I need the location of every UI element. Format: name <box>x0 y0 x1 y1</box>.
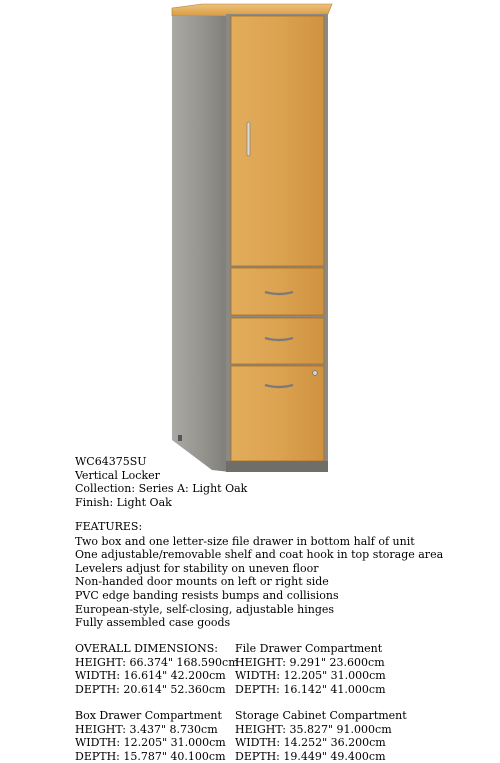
file-drawer-dimensions <box>235 642 386 696</box>
product-image <box>160 0 340 478</box>
product-info <box>75 455 247 509</box>
dimension-depth: DEPTH: 16.142" 41.000cm <box>235 682 386 696</box>
finish: Finish: Light Oak <box>75 495 172 509</box>
dimension-title: Storage Cabinet Compartment <box>235 709 407 722</box>
storage-cabinet-dimensions <box>235 709 407 763</box>
leveler <box>178 435 182 441</box>
dimension-width: WIDTH: 14.252" 36.200cm <box>235 736 386 750</box>
cabinet-side-panel <box>172 16 230 472</box>
model-number: WC64375SU <box>75 455 147 468</box>
dimension-width: WIDTH: 12.205" 31.000cm <box>75 736 226 750</box>
drawer-lock <box>313 371 318 376</box>
cabinet-door <box>231 16 324 266</box>
features-heading: FEATURES: <box>75 520 143 533</box>
dimension-depth: DEPTH: 20.614" 52.360cm <box>75 682 226 696</box>
dimension-title: OVERALL DIMENSIONS: <box>75 642 218 655</box>
dimension-height: HEIGHT: 35.827" 91.000cm <box>235 722 392 736</box>
feature-item: Non-handed door mounts on left or right side <box>75 575 329 589</box>
dimension-height: HEIGHT: 66.374" 168.590cm <box>75 655 239 669</box>
door-handle <box>247 122 250 156</box>
dimension-width: WIDTH: 12.205" 31.000cm <box>235 669 386 683</box>
feature-item: European-style, self-closing, adjustable hinges <box>75 602 335 616</box>
box-drawer-dimensions <box>75 709 226 763</box>
features-section <box>75 520 443 630</box>
dimension-height: HEIGHT: 9.291" 23.600cm <box>235 655 385 669</box>
dimension-title: Box Drawer Compartment <box>75 709 222 722</box>
feature-item: Two box and one letter-size file drawer in bottom half of unit <box>75 534 415 548</box>
dimension-width: WIDTH: 16.614" 42.200cm <box>75 669 226 683</box>
file-drawer <box>231 366 324 461</box>
box-drawer-top <box>231 268 324 315</box>
feature-item: One adjustable/removable shelf and coat hook in top storage area <box>75 548 444 562</box>
dimension-title: File Drawer Compartment <box>235 642 383 655</box>
feature-item: Fully assembled case goods <box>75 616 231 630</box>
product-name: Vertical Locker <box>75 468 160 482</box>
dimension-depth: DEPTH: 15.787" 40.100cm <box>75 749 226 763</box>
dimension-height: HEIGHT: 3.437" 8.730cm <box>75 722 218 736</box>
dimension-depth: DEPTH: 19.449" 49.400cm <box>235 749 386 763</box>
overall-dimensions <box>75 642 239 696</box>
collection: Collection: Series A: Light Oak <box>75 482 248 496</box>
feature-item: PVC edge banding resists bumps and collisions <box>75 588 339 602</box>
feature-item: Levelers adjust for stability on uneven floor <box>75 561 319 575</box>
